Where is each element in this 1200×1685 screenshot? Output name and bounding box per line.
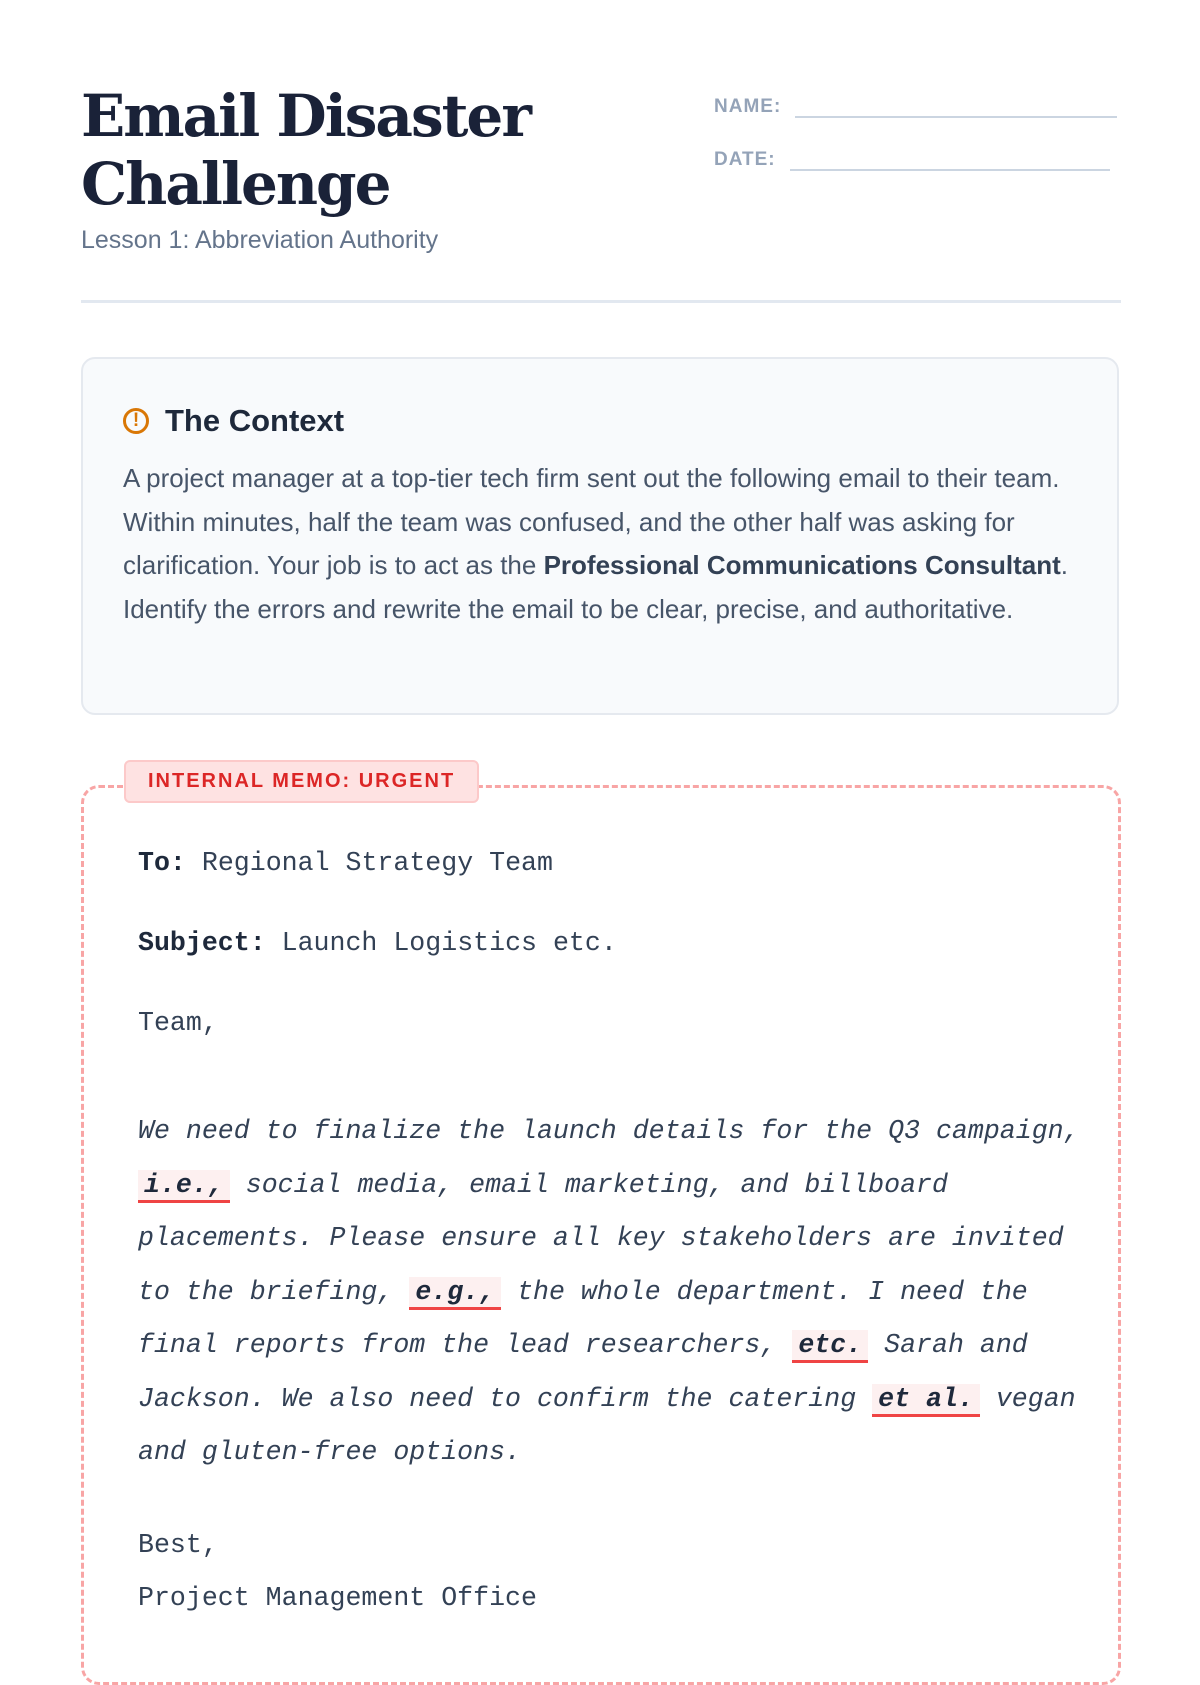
body-text: Sarah and Jackson. We also need to confirm the catering bbox=[138, 1330, 1028, 1414]
memo-signoff: Best, bbox=[138, 1530, 218, 1560]
error-highlight[interactable]: e.g., bbox=[409, 1277, 501, 1310]
memo-signature: Project Management Office bbox=[138, 1583, 537, 1613]
memo-tag: INTERNAL MEMO: URGENT bbox=[124, 760, 479, 803]
lesson-subtitle: Lesson 1: Abbreviation Authority bbox=[81, 226, 439, 254]
name-field[interactable] bbox=[714, 88, 1117, 118]
context-box bbox=[81, 357, 1119, 715]
context-text-2: . Identify the errors and rewrite the email to be clear, precise, and authoritative. bbox=[123, 550, 1068, 624]
body-text: We need to finalize the launch details for the Q3 campaign, bbox=[138, 1116, 1080, 1146]
memo-subject bbox=[138, 928, 617, 958]
body-text: the whole department. I need the final reports from the lead researchers, bbox=[138, 1276, 1028, 1360]
context-heading bbox=[123, 403, 1077, 439]
subject-label: Subject: bbox=[138, 928, 266, 958]
context-role: Professional Communications Consultant bbox=[543, 550, 1061, 580]
date-field[interactable] bbox=[714, 141, 1110, 171]
context-text bbox=[123, 457, 1077, 631]
name-label: NAME: bbox=[714, 96, 782, 117]
context-text-1: A project manager at a top-tier tech firm sent out the following email to their team. Within minutes, half the team was confused, and the other half was asking for clarification. Your job is to act as the bbox=[123, 463, 1060, 580]
memo-to bbox=[138, 848, 553, 878]
date-label: DATE: bbox=[714, 149, 776, 170]
body-text: social media, email marketing, and billboard placements. Please ensure all key stakeholders are invited to the briefing, bbox=[138, 1169, 1064, 1307]
alert-circle-icon: ! bbox=[123, 408, 149, 434]
to-label: To: bbox=[138, 848, 186, 878]
context-heading-text: The Context bbox=[165, 403, 345, 438]
error-highlight[interactable]: et al. bbox=[872, 1384, 980, 1417]
to-value: Regional Strategy Team bbox=[201, 848, 553, 878]
body-text: vegan and gluten-free options. bbox=[138, 1383, 1076, 1467]
page-title: Email Disaster Challenge bbox=[81, 82, 530, 218]
subject-value: Launch Logistics etc. bbox=[281, 928, 617, 958]
error-highlight[interactable]: i.e., bbox=[138, 1170, 230, 1203]
memo-body bbox=[138, 1105, 1098, 1480]
header-divider bbox=[81, 300, 1121, 303]
memo-greeting: Team, bbox=[138, 1008, 218, 1038]
date-input-line[interactable] bbox=[790, 141, 1110, 171]
name-input-line[interactable] bbox=[795, 88, 1117, 118]
error-highlight[interactable]: etc. bbox=[792, 1330, 868, 1363]
